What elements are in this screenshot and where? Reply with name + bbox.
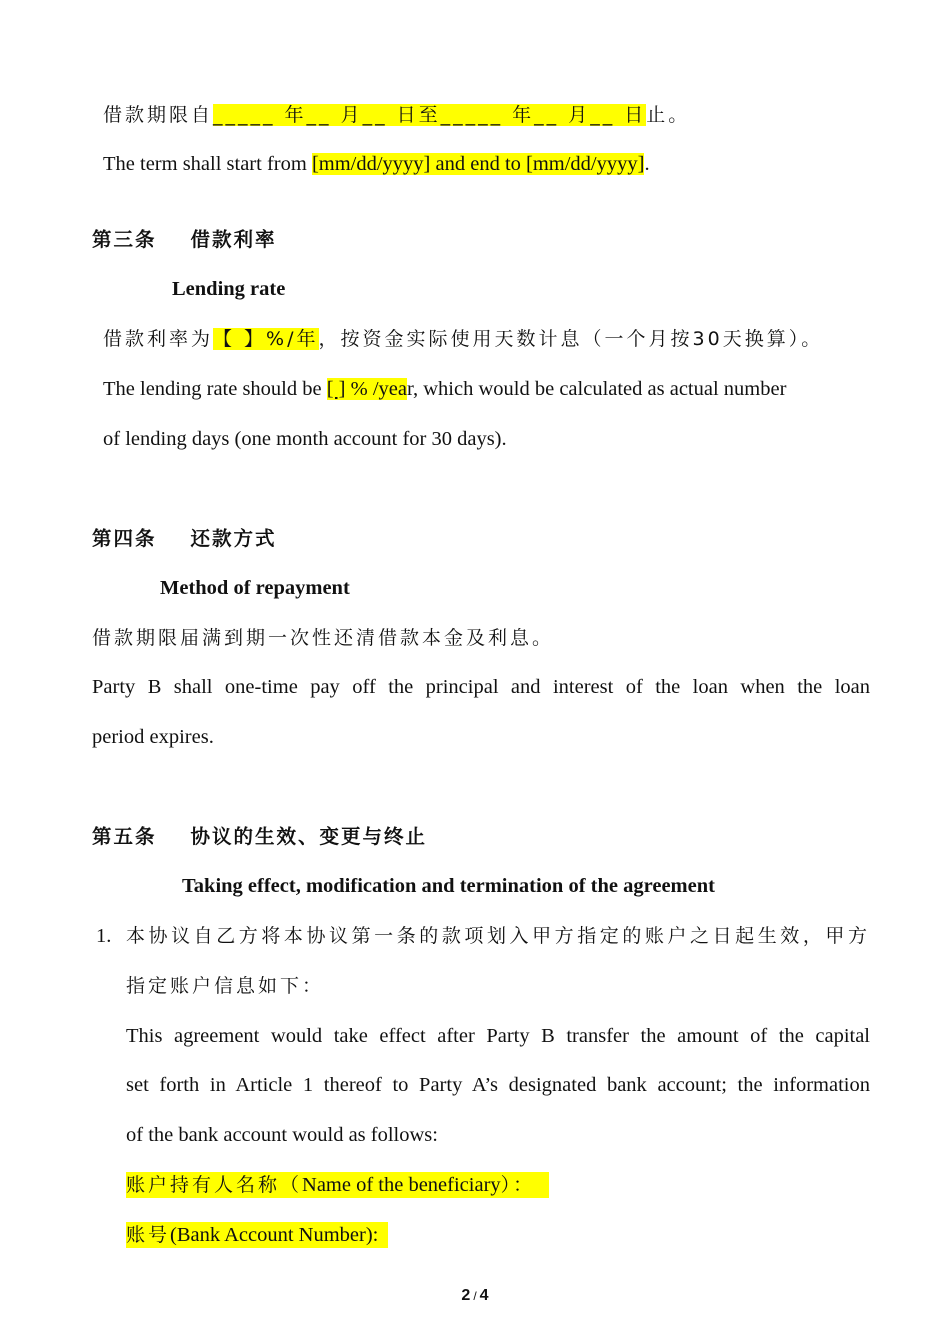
- item1-marker: 1.: [96, 925, 112, 947]
- article5-title-zh: 协议的生效、变更与终止: [190, 825, 428, 848]
- article3-number: 第三条: [92, 228, 157, 251]
- term-en-dates: [mm/dd/yyyy] and end to [mm/dd/yyyy]: [311, 153, 645, 175]
- rate-en-blank: [ ]: [326, 378, 346, 400]
- article4-title-zh: 还款方式: [190, 527, 277, 550]
- item1-zh-line2: 指定账户信息如下：: [126, 975, 325, 997]
- item1-en-line3: of the bank account would as follows:: [126, 1124, 438, 1146]
- article5-number: 第五条: [92, 825, 157, 848]
- repayment-en-line2: period expires.: [92, 726, 214, 748]
- rate-en-suffix: r, which would be calculated as actual number: [407, 378, 787, 400]
- current-page: 2: [461, 1287, 471, 1304]
- page-separator: /: [473, 1289, 477, 1303]
- term-zh-prefix: 借款期限自: [103, 104, 214, 126]
- article4-heading: [92, 526, 277, 552]
- rate-zh-suffix: ，按资金实际使用天数计息（一个月按30天换算）。: [318, 328, 824, 350]
- beneficiary-tail: ）：: [500, 1174, 536, 1196]
- total-pages: 4: [479, 1287, 489, 1304]
- rate-en-prefix: The lending rate should be: [103, 378, 327, 400]
- page-number: [0, 1287, 950, 1305]
- rate-en-line2: of lending days (one month account for 30 days).: [103, 428, 507, 450]
- article5-title-en: Taking effect, modification and termination of the agreement: [182, 875, 715, 897]
- article3-heading: [92, 227, 277, 253]
- account-zh: 账号: [126, 1224, 171, 1246]
- article4-title-en: Method of repayment: [160, 577, 350, 599]
- account-en: (Bank Account Number):: [170, 1224, 379, 1246]
- term-en-line: [103, 151, 650, 177]
- bank-account-field: [126, 1222, 388, 1248]
- item1-en-line2: set forth in Article 1 thereof to Party A’s designated bank account; the information: [126, 1074, 870, 1096]
- item1-en-line1: This agreement would take effect after Party B transfer the amount of the capital: [126, 1025, 870, 1047]
- term-zh-suffix: 止。: [646, 104, 691, 126]
- rate-en-line1: [103, 376, 786, 402]
- repayment-en-line1: Party B shall one-time pay off the principal and interest of the loan when the loan: [92, 676, 870, 698]
- rate-zh-line: [103, 326, 823, 352]
- article3-title-en: Lending rate: [172, 278, 286, 300]
- repayment-zh: 借款期限届满到期一次性还清借款本金及利息。: [92, 627, 555, 649]
- article3-title-zh: 借款利率: [190, 228, 277, 251]
- rate-zh-blank: 【 】%/年: [213, 328, 319, 350]
- beneficiary-zh: 账户持有人名称（: [126, 1174, 303, 1196]
- article4-number: 第四条: [92, 527, 157, 550]
- item1-zh-line1: 本协议自乙方将本协议第一条的款项划入甲方指定的账户之日起生效，甲方: [126, 925, 870, 947]
- term-en-prefix: The term shall start from: [103, 153, 312, 175]
- rate-en-highlight: % /yea: [345, 378, 407, 400]
- term-zh-line: [103, 102, 690, 128]
- term-en-suffix: .: [644, 153, 650, 175]
- article5-heading: [92, 824, 427, 850]
- rate-zh-prefix: 借款利率为: [103, 328, 214, 350]
- beneficiary-en: Name of the beneficiary: [302, 1174, 501, 1196]
- term-zh-dates-blank: _____ 年__ 月__ 日至_____ 年__ 月__ 日: [213, 104, 647, 126]
- beneficiary-name-field: [126, 1172, 549, 1198]
